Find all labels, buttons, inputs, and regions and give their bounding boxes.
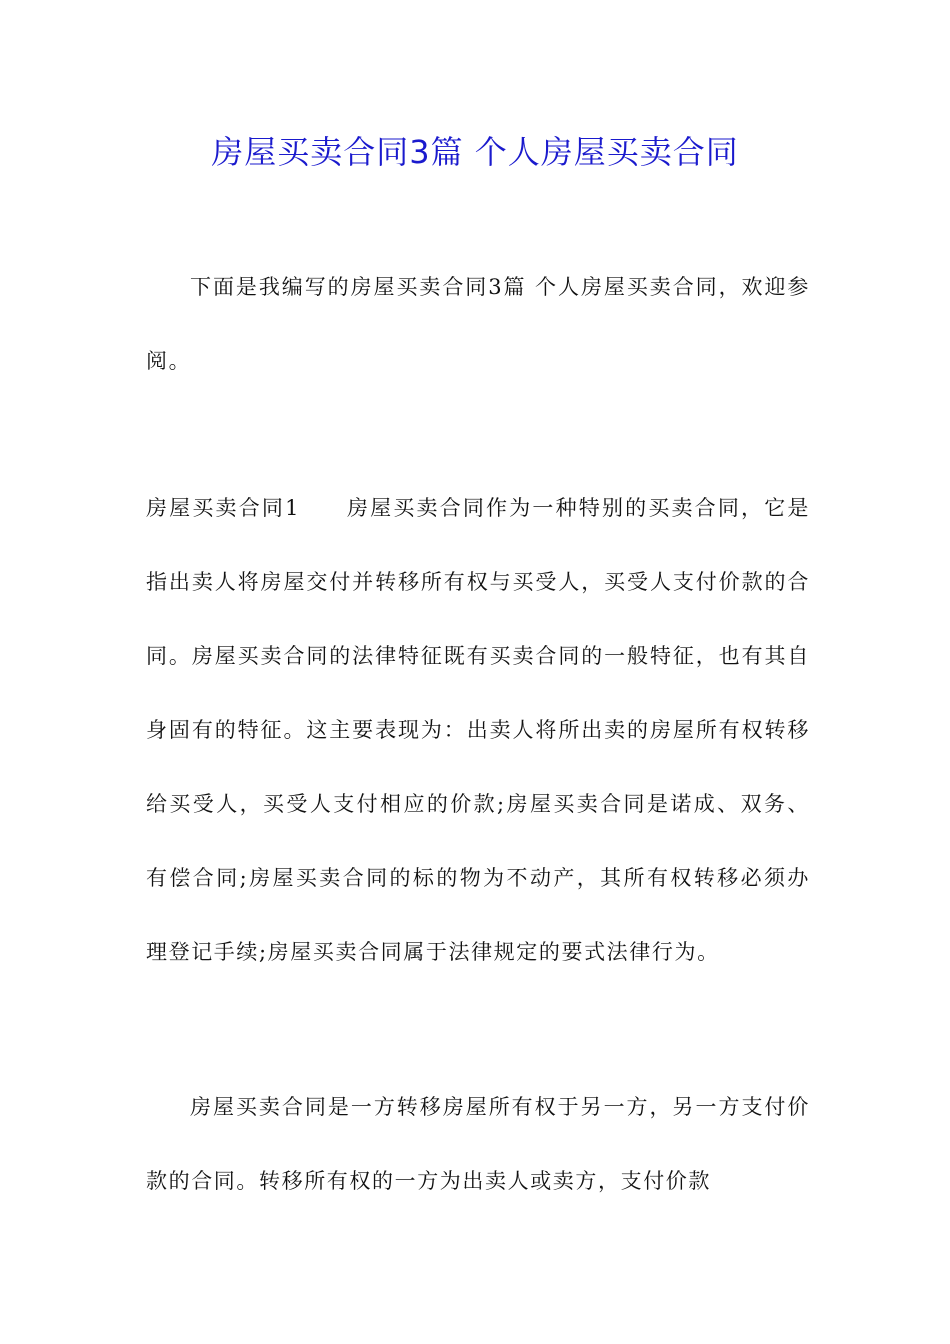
document-title: 房屋买卖合同3篇 个人房屋买卖合同: [211, 133, 739, 171]
intro-paragraph: 下面是我编写的房屋买卖合同3篇 个人房屋买卖合同，欢迎参阅。: [146, 275, 810, 373]
contract-1-paragraph: 房屋买卖合同1 房屋买卖合同作为一种特别的买卖合同，它是指出卖人将房屋交付并转移所有权与买受人，买受人支付价款的合同。房屋买卖合同的法律特征既有买卖合同的一般特征，也有其自身固有的特征。这主要表现为：出卖人将所出卖的房屋所有权转移给买受人，买受人支付相应的价款;房屋买卖合同是诺成、双务、有偿合同;房屋买卖合同的标的物为不动产，其所有权转移必须办理登记手续;房屋买卖合同属于法律规定的要式法律行为。: [146, 496, 810, 964]
definition-paragraph: 房屋买卖合同是一方转移房屋所有权于另一方，另一方支付价款的合同。转移所有权的一方为出卖人或卖方，支付价款: [146, 1095, 810, 1193]
